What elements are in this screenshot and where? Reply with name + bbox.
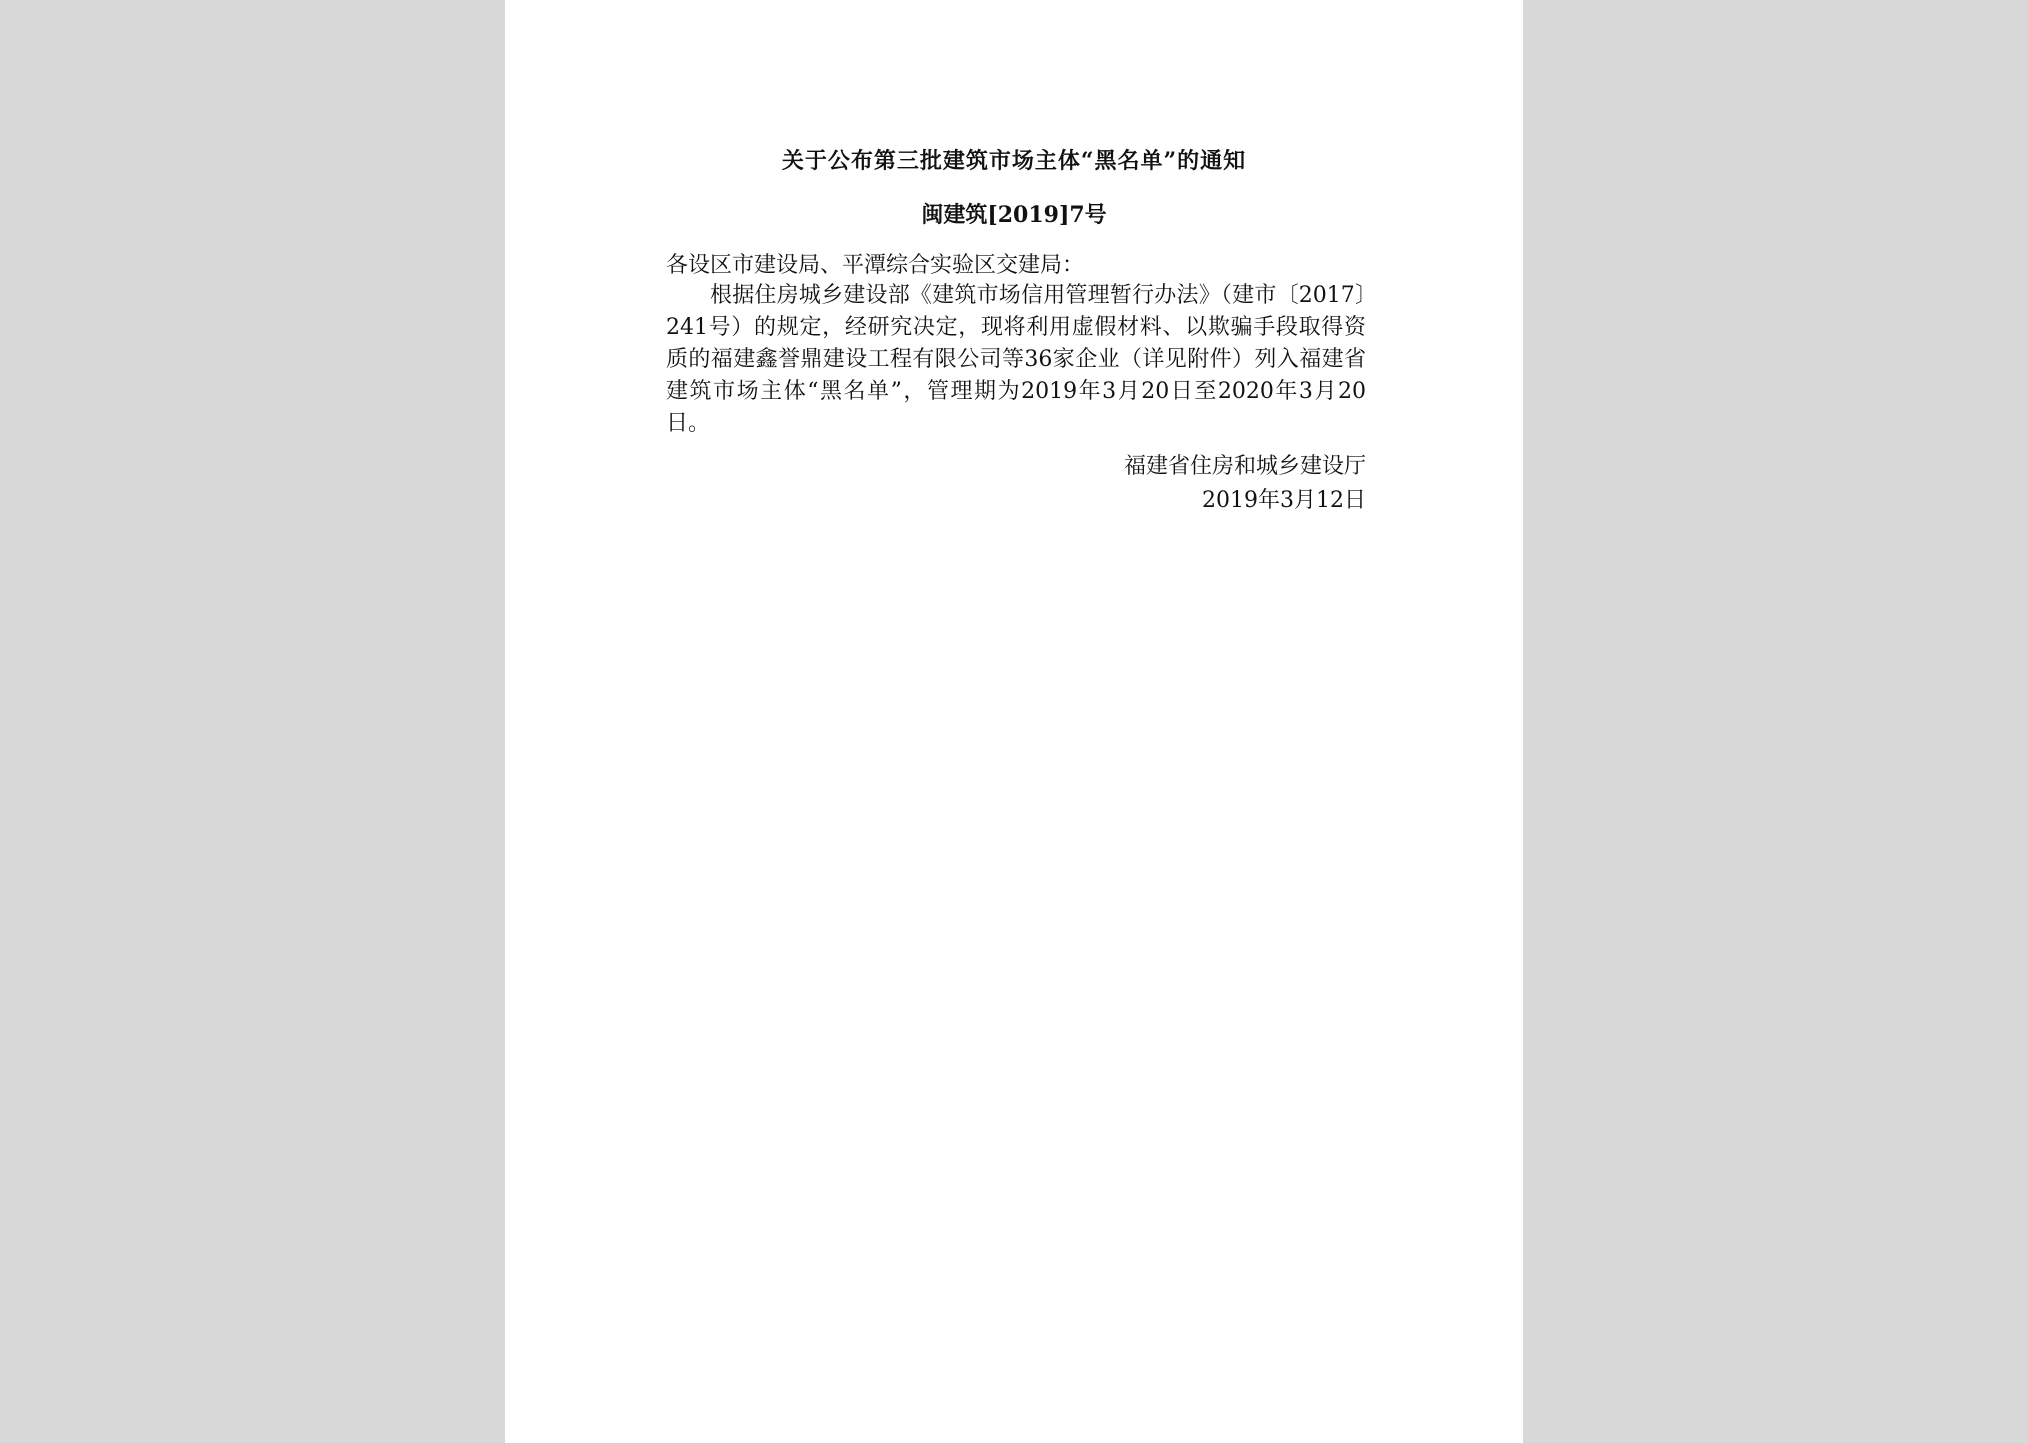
signature-block <box>666 450 1366 518</box>
body-paragraph: 根据住房城乡建设部《建筑市场信用管理暂行办法》（建市〔2017〕241号）的规定，经研究决定，现将利用虚假材料、以欺骗手段取得资质的福建鑫誉鼎建设工程有限公司等36家企业（详见附件）列入福建省建筑市场主体“黑名单”，管理期为2019年3月20日至2020年3月20日。 <box>666 283 1366 436</box>
document-title: 关于公布第三批建筑市场主体“黑名单”的通知 <box>781 148 1247 174</box>
document-number: 闽建筑[2019]7号 <box>921 202 1107 228</box>
issuer-name: 福建省住房和城乡建设厅 <box>1123 454 1366 479</box>
document-page <box>505 0 1523 1443</box>
issue-date: 2019年3月12日 <box>1202 488 1366 513</box>
salutation: 各设区市建设局、平潭综合实验区交建局： <box>666 253 1085 278</box>
